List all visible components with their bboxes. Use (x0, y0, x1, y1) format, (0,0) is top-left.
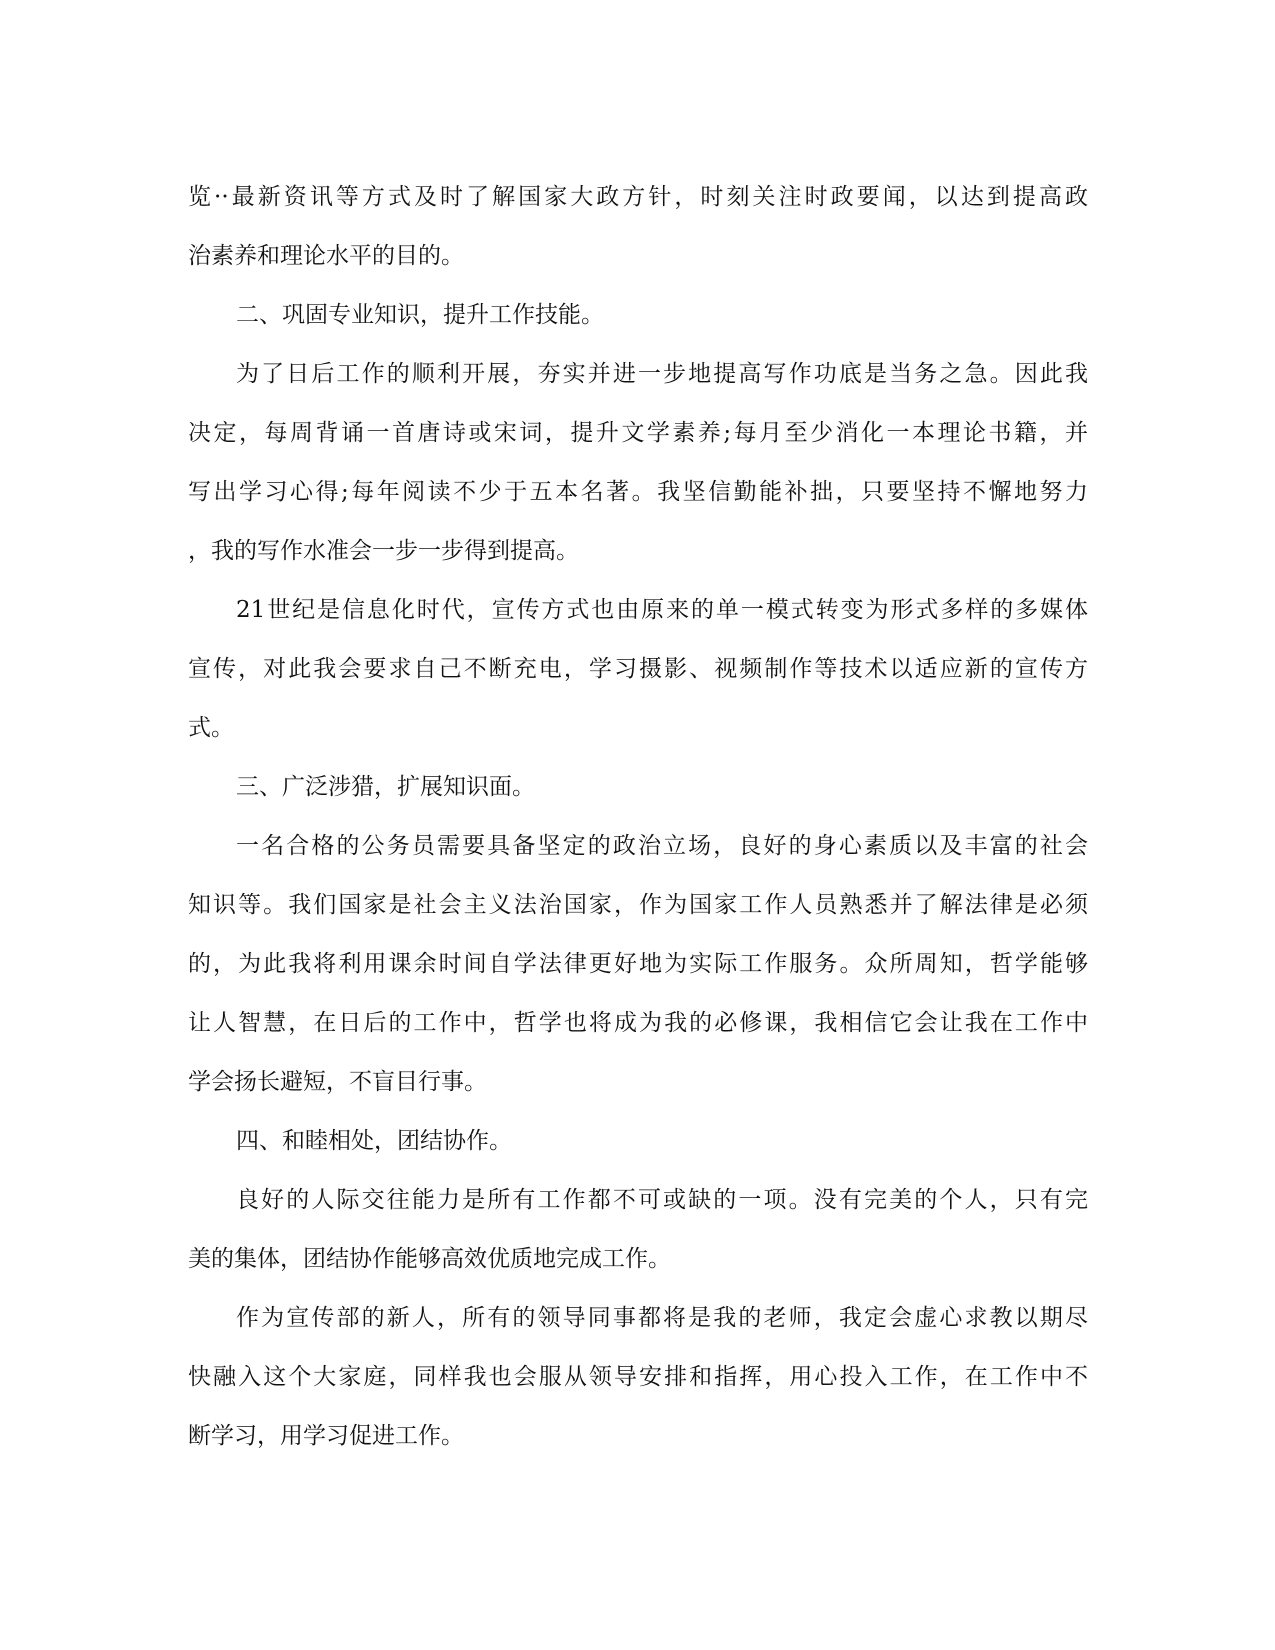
text-line: 良好的人际交往能力是所有工作都不可或缺的一项。没有完美的个人，只有完 (236, 1187, 1088, 1213)
text-line: 为了日后工作的顺利开展，夯实并进一步地提高写作功底是当务之急。因此我 (236, 361, 1088, 387)
text-line: 知识等。我们国家是社会主义法治国家，作为国家工作人员熟悉并了解法律是必须 (188, 892, 1088, 918)
text-line: 写出学习心得;每年阅读不少于五本名著。我坚信勤能补拙，只要坚持不懈地努力 (188, 479, 1088, 505)
section-heading: 三、广泛涉猎，扩展知识面。 (236, 774, 535, 800)
text-line: 让人智慧，在日后的工作中，哲学也将成为我的必修课，我相信它会让我在工作中 (188, 1010, 1088, 1036)
section-heading: 四、和睦相处，团结协作。 (236, 1128, 512, 1154)
text-line: 宣传，对此我会要求自己不断充电，学习摄影、视频制作等技术以适应新的宣传方 (188, 656, 1088, 682)
text-line: 式。 (188, 715, 234, 741)
text-line: 决定，每周背诵一首唐诗或宋词，提升文学素养;每月至少消化一本理论书籍，并 (188, 420, 1088, 446)
document-body (188, 168, 1088, 1466)
text-line: ，我的写作水准会一步一步得到提高。 (188, 538, 579, 564)
text-line: 快融入这个大家庭，同样我也会服从领导安排和指挥，用心投入工作，在工作中不 (188, 1364, 1088, 1390)
text-line: 学会扬长避短，不盲目行事。 (188, 1069, 487, 1095)
text-line: 21世纪是信息化时代，宣传方式也由原来的单一模式转变为形式多样的多媒体 (236, 597, 1088, 623)
section-heading: 二、巩固专业知识，提升工作技能。 (236, 302, 604, 328)
text-line: 一名合格的公务员需要具备坚定的政治立场，良好的身心素质以及丰富的社会 (236, 833, 1088, 859)
text-line: 断学习，用学习促进工作。 (188, 1423, 464, 1449)
text-line: 览··最新资讯等方式及时了解国家大政方针，时刻关注时政要闻，以达到提高政 (188, 184, 1088, 210)
text-line: 的，为此我将利用课余时间自学法律更好地为实际工作服务。众所周知，哲学能够 (188, 951, 1088, 977)
text-line: 美的集体，团结协作能够高效优质地完成工作。 (188, 1246, 671, 1272)
text-line: 作为宣传部的新人，所有的领导同事都将是我的老师，我定会虚心求教以期尽 (236, 1305, 1088, 1331)
text-line: 治素养和理论水平的目的。 (188, 243, 464, 269)
